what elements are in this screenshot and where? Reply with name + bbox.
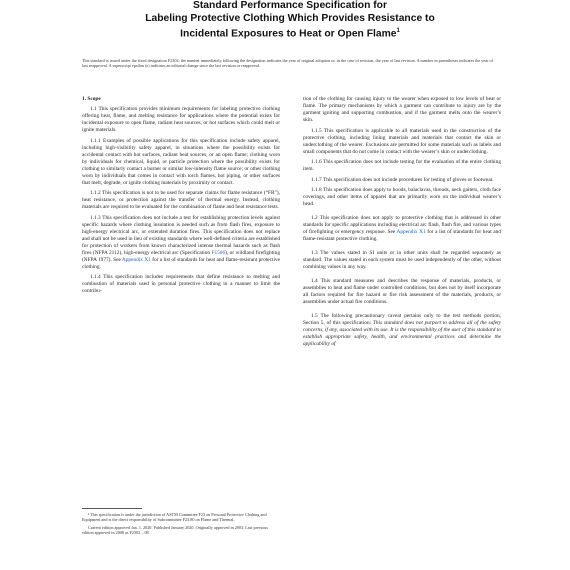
paragraph-1-1-3-text-a: 1.1.3 This specification does not include a test for establishing protection levels against specific hazards where clothing insulation is needed such as from flash fires, exposure to high-energy electrical arc, or extended duration fires. This specification does not replace and shall not be used in lieu of existing standards where well-defined criteria are established for protection of workers from known characterized intense thermal hazards such as flash fires (NFPA 2112), high-energy electrical arc (Specification: [82, 214, 280, 256]
paragraph-1-1-7: 1.1.7 This specification does not include procedures for testing of gloves or footwear.: [311, 176, 494, 183]
paragraph-1-1-1: 1.1.1 Examples of possible applications for this specification include safety apparel, including high-visibility safety apparel, in situations where the possibility exists for accidental contact with hot surfaces, radiant heat sources, or an open flame; clothing worn by individuals for chemical, liquid, or particle protection where the possibility exists for clothing to similarly contact a burner or similar low-intensity flame source; or other clothing worn by individuals that comes in contact with torch flames, hot piping, or other surfaces that melt, degrade, or ignite clothing materials by proximity or contact.: [82, 137, 280, 186]
scope-heading: 1. Scope: [82, 96, 101, 102]
title-footnote-mark: 1: [396, 28, 400, 34]
paragraph-1-5-caveat: This standard does not purport to address all of the safety concerns, if any, associated with its use. It is the responsibility of the user of this standard to establish appropriate safety, health, and environmental practices and determine the applicability of: [303, 320, 501, 348]
paragraph-1-1-3-text-b: ), or wildland firefighting (NFPA 1977). See: [82, 249, 280, 263]
link-appendix-x1-2[interactable]: Appendix X1: [396, 229, 426, 236]
paragraph-1-1-4-continued: tion of the clothing for causing injury to the wearer when exposed to low levels of heat or flame. The primary mechanisms by which a garment can contribute to injury are by the garment igniting and supporting combustion, and if the garment melts onto the wearer’s skin.: [303, 96, 501, 124]
paragraph-1-2-text-b: for a list of standards for heat and flame-resistant protective clothing.: [303, 229, 501, 243]
paragraph-1-2: [303, 215, 501, 243]
footnote-2: Current edition approved Jan. 1, 2020. Published January 2020. Originally approved in 2003. Last previous edition approved in 2008 as F2302 – 08.: [82, 524, 268, 535]
footnote-1: ¹ This specification is under the jurisdiction of ASTM Committee F23 on Personal Protective Clothing and Equipment and is the direct responsibility of Subcommittee F23.80 on Flame and Thermal.: [82, 512, 267, 523]
paragraph-1-1-6: 1.1.6 This specification does not include testing for the evaluation of the entire clothing item.: [303, 159, 501, 173]
footnotes: [82, 504, 280, 537]
paragraph-1-1-8: 1.1.8 This specification does apply to hoods, balaclavas, threads, neck gaiters, cloth face coverings, and other items of apparel that are primarily worn on the individual wearer’s head.: [303, 187, 501, 208]
paragraph-1-2-text-a: 1.2 This specification does not apply to protective clothing that is addressed in other standards for specific applications including electrical arc flash, flash fire, and various types of firefighting or emergency response. See: [303, 215, 501, 236]
link-f1506[interactable]: F1506: [211, 249, 226, 256]
paragraph-1-5: [303, 313, 501, 348]
link-appendix-x1[interactable]: Appendix X1: [121, 256, 151, 263]
paragraph-1-5-text-a: 1.5 The following precautionary caveat pertains only to the test methods portion, Section 5, of this specification:: [303, 313, 501, 327]
footnote-divider: [82, 508, 142, 509]
paragraph-1-1-3: [82, 215, 280, 271]
paragraph-1-3: 1.3 The values stated in SI units or in other units shall be regarded separately as standard. The values stated in each system must be used independently of the other, without combining values in any way.: [303, 250, 501, 271]
title-line-3-text: Incidental Exposures to Heat or Open Flame: [180, 28, 397, 40]
title-line-1: Standard Performance Specification for: [193, 0, 387, 11]
left-column: [82, 96, 280, 299]
paragraph-1-1-3-text-c: for a list of standards for heat and flame-resistant protective clothing.: [82, 256, 280, 270]
paragraph-1-1-2: 1.1.2 This specification is not to be used for separate claims for flame resistance (“FR”), heat resistance, or protection against the transfer of thermal energy. Instead, clothing materials are required to be evaluated for the combination of flame and heat resistance tests.: [82, 190, 280, 211]
title-line-2: Labeling Protective Clothing Which Provides Resistance to: [145, 12, 435, 24]
right-column: [303, 96, 501, 352]
paragraph-1-4: 1.4 This standard measures and describes the response of materials, products, or assemblies to heat and flame under controlled conditions, but does not by itself incorporate all factors required for fire hazard or fire risk assessment of the materials, products, or assemblies under actual fire conditions.: [303, 278, 501, 306]
title-line-3: [90, 25, 490, 41]
document-title: [90, 0, 490, 41]
standard-designation-note: This standard is issued under the fixed designation F2302; the number immediately following the designation indicates the year of original adoption or, in the case of revision, the year of last revision. A number in parentheses indicates the year of last reapproval. A superscript epsilon (ε) indicates an editorial change since the last revision or reapproval.: [82, 58, 494, 69]
paragraph-1-1-5: 1.1.5 This specification is applicable to all materials used in the construction of the protective clothing, including lining materials and materials that contact the skin or underclothing of the wearer. Exclusions are permitted for some materials such as labels and small components that do not come in contact with the wearer’s skin or underclothing.: [303, 127, 501, 155]
paragraph-1-1: 1.1 This specification provides minimum requirements for labeling protective clothing offering heat, flame, and melting resistance for applications where the potential exists for incidental exposure to open flame, radiant heat sources, or hot surfaces which could melt or ignite materials.: [82, 106, 280, 134]
paragraph-1-1-4: 1.1.4 This specification includes requirements that define resistance to melting and combustion of materials used in personal protective clothing in a manner to limit the contribu-: [82, 274, 280, 295]
